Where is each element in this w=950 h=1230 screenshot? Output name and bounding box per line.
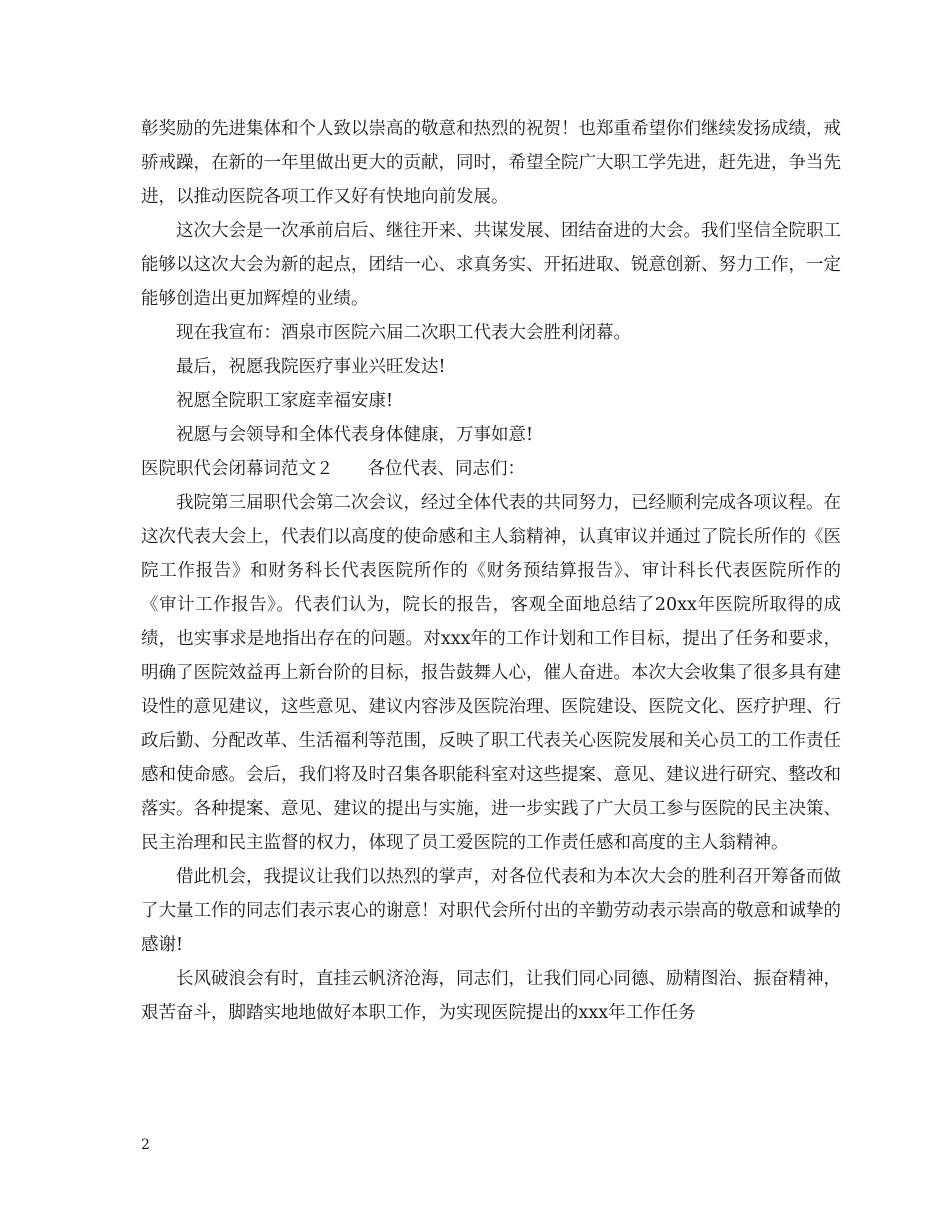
page-number: 2 — [141, 1137, 150, 1153]
paragraph-meeting-report: 我院第三届职代会第二次会议，经过全体代表的共同努力，已经顺利完成各项议程。在这次代表大会上，代表们以高度的使命感和主人翁精神，认真审议并通过了院长所作的《医院工作报告》和财务科长代表医院所作的《财务预结算报告》、审计科长代表医院所作的《审计工作报告》。代表们认为，院长的报告，客观全面地总结了20xx年医院所取得的成绩，也实事求是地指出存在的问题。对xxx年的工作计划和工作目标，提出了任务和要求，明确了医院效益再上新台阶的目标，报告鼓舞人心，催人奋进。本次大会收集了很多具有建设性的意见建议，这些意见、建议内容涉及医院治理、医院建设、医院文化、医疗护理、行政后勤、分配改革、生活福利等范围，反映了职工代表关心医院发展和关心员工的工作责任感和使命感。会后，我们将及时召集各职能科室对这些提案、意见、建议进行研究、整改和落实。各种提案、意见、建议的提出与实施，进一步实践了广大员工参与医院的民主决策、民主治理和民主监督的权力，体现了员工爱医院的工作责任感和高度的主人翁精神。 — [141, 493, 841, 853]
document-body — [141, 112, 841, 1030]
paragraph-wish-delegates: 祝愿与会领导和全体代表身体健康，万事如意! — [176, 425, 534, 445]
paragraph-continuation: 彰奖励的先进集体和个人致以崇高的敬意和热烈的祝贺！也郑重希望你们继续发扬成绩，戒骄戒躁，在新的一年里做出更大的贡献，同时，希望全院广大职工学先进，赶先进，争当先进，以推动医院各项工作又好有快地向前发展。 — [141, 119, 841, 207]
paragraph-wish-hospital: 最后，祝愿我院医疗事业兴旺发达! — [176, 357, 446, 377]
paragraph-call-to-action: 长风破浪会有时，直挂云帆济沧海，同志们，让我们同心同德、励精图治、振奋精神，艰苦奋斗，脚踏实地地做好本职工作，为实现医院提出的xxx年工作任务 — [141, 969, 841, 1023]
section-heading — [141, 452, 841, 486]
paragraph-thanks: 借此机会，我提议让我们以热烈的掌声，对各位代表和为本次大会的胜利召开筹备而做了大量工作的同志们表示衷心的谢意！对职代会所付出的辛勤劳动表示崇高的敬意和诚挚的感谢! — [141, 867, 841, 955]
paragraph-closing-announcement: 现在我宣布：酒泉市医院六届二次职工代表大会胜利闭幕。 — [176, 323, 631, 343]
section-title: 医院职代会闭幕词范文２ — [141, 459, 334, 479]
paragraph-conference-summary: 这次大会是一次承前启后、继往开来、共谋发展、团结奋进的大会。我们坚信全院职工能够以这次大会为新的起点，团结一心、求真务实、开拓进取、锐意创新、努力工作，一定能够创造出更加辉煌的业绩。 — [141, 221, 841, 309]
paragraph-wish-staff: 祝愿全院职工家庭幸福安康! — [176, 391, 394, 411]
section-salutation: 各位代表、同志们： — [367, 459, 525, 479]
